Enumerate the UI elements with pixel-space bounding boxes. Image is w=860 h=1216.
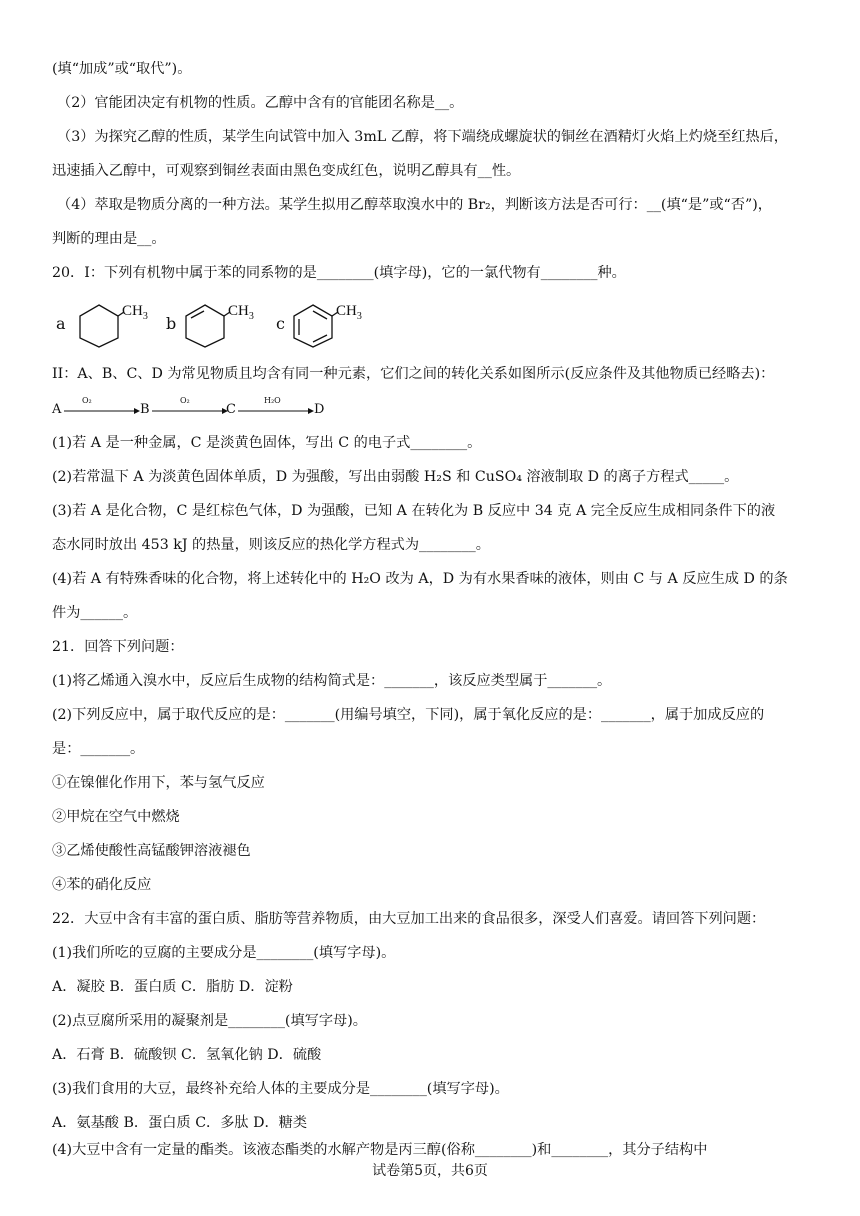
q19-2: （2）官能团决定有机物的性质。乙醇中含有的官能团名称是__。 [57,95,464,111]
page-footer: 试卷第5页，共6页 [372,1163,488,1179]
flow-reagent-3: H₂O [264,396,281,405]
cyclohexene-ring-icon [180,302,230,348]
q21-2-cont: 是：_______。 [52,741,145,757]
flow-node-a: A [52,402,62,417]
molecule-letter: a [56,314,66,333]
q21-option-3: ③乙烯使酸性高锰酸钾溶液褪色 [52,843,251,859]
q20-part2-intro: II：A、B、C、D 为常见物质且均含有同一种元素，它们之间的转化关系如图所示(反应条件及其他物质已经略去)： [52,366,775,382]
q20-ii-2: (2)若常温下 A 为淡黄色固体单质，D 为强酸，写出由弱酸 H₂S 和 CuSO₄ 溶液制取 D 的离子方程式_____。 [52,469,739,485]
q19-3-cont: 迅速插入乙醇中，可观察到铜丝表面由黑色变成红色，说明乙醇具有__性。 [52,163,521,179]
q19-3: （3）为探究乙醇的性质，某学生向试管中加入 3mL 乙醇，将下端绕成螺旋状的铜丝在酒精灯火焰上灼烧至红热后， [57,129,788,145]
q20-ii-4-cont: 件为______。 [52,605,138,621]
arrow-icon [64,400,140,420]
molecule-b [166,300,286,350]
q20-ii-4: (4)若 A 有特殊香味的化合物，将上述转化中的 H₂O 改为 A，D 为有水果香味的液体，则由 C 与 A 反应生成 D 的条 [52,571,788,587]
molecule-a [52,300,172,350]
q20-part1: 20．I：下列有机物中属于苯的同系物的是________(填字母)，它的一氯代物有________种。 [52,265,626,281]
methyl-label: $CH_3$ [336,303,362,322]
methyl-label: $CH_3$ [228,303,254,322]
q22-2: (2)点豆腐所采用的凝聚剂是________(填写字母)。 [52,1013,367,1029]
q19-4: （4）萃取是物质分离的一种方法。某学生拟用乙醇萃取溴水中的 Br₂，判断该方法是否可行：__(填“是”或“否”)， [57,197,772,213]
molecule-letter: c [276,314,285,333]
flow-node-c: C [226,402,236,417]
flow-node-d: D [314,402,325,417]
q22-1-options: A．凝胶 B．蛋白质 C．脂肪 D．淀粉 [52,979,293,995]
methyl-label: $CH_3$ [122,303,148,322]
arrow-icon [152,400,228,420]
q21-1: (1)将乙烯通入溴水中，反应后生成物的结构简式是：_______，该反应类型属于_______。 [52,673,612,689]
benzene-ring-icon [288,302,338,348]
cyclohexane-ring-icon [74,302,124,348]
q20-ii-3: (3)若 A 是化合物，C 是红棕色气体，D 为强酸，已知 A 在转化为 B 反应中 34 克 A 完全反应生成相同条件下的液 [52,503,776,519]
q21-option-1: ①在镍催化作用下，苯与氢气反应 [52,775,265,791]
line-fill-choice: (填“加成”或“取代”)。 [52,61,192,77]
q19-4-cont: 判断的理由是__。 [52,231,166,247]
flow-node-b: B [140,402,150,417]
molecule-c [274,300,394,350]
flow-reagent-1: O₂ [82,396,92,405]
q21-title: 21．回答下列问题： [52,639,184,655]
molecule-letter: b [166,314,177,333]
q22-title: 22．大豆中含有丰富的蛋白质、脂肪等营养物质，由大豆加工出来的食品很多，深受人们喜爱。请回答下列问题： [52,911,766,927]
q22-4: (4)大豆中含有一定量的酯类。该液态酯类的水解产物是丙三醇(俗称________)和________，其分子结构中 [52,1142,708,1158]
flow-reagent-2: O₂ [180,396,190,405]
conversion-diagram [52,396,352,422]
q20-ii-3-cont: 态水同时放出 453 kJ 的热量，则该反应的热化学方程式为________。 [52,537,490,553]
q21-2: (2)下列反应中，属于取代反应的是：_______(用编号填空，下同)，属于氧化反应的是：_______，属于加成反应的 [52,707,765,723]
q22-3-options: A．氨基酸 B．蛋白质 C．多肽 D．糖类 [52,1115,308,1131]
q21-option-2: ②甲烷在空气中燃烧 [52,809,180,825]
q22-1: (1)我们所吃的豆腐的主要成分是________(填写字母)。 [52,945,396,961]
q22-3: (3)我们食用的大豆，最终补充给人体的主要成分是________(填写字母)。 [52,1081,509,1097]
q22-2-options: A．石膏 B．硫酸钡 C．氢氧化钠 D．硫酸 [52,1047,322,1063]
q21-option-4: ④苯的硝化反应 [52,877,152,893]
arrow-icon [238,400,314,420]
q20-ii-1: (1)若 A 是一种金属，C 是淡黄色固体，写出 C 的电子式________。 [52,435,482,451]
